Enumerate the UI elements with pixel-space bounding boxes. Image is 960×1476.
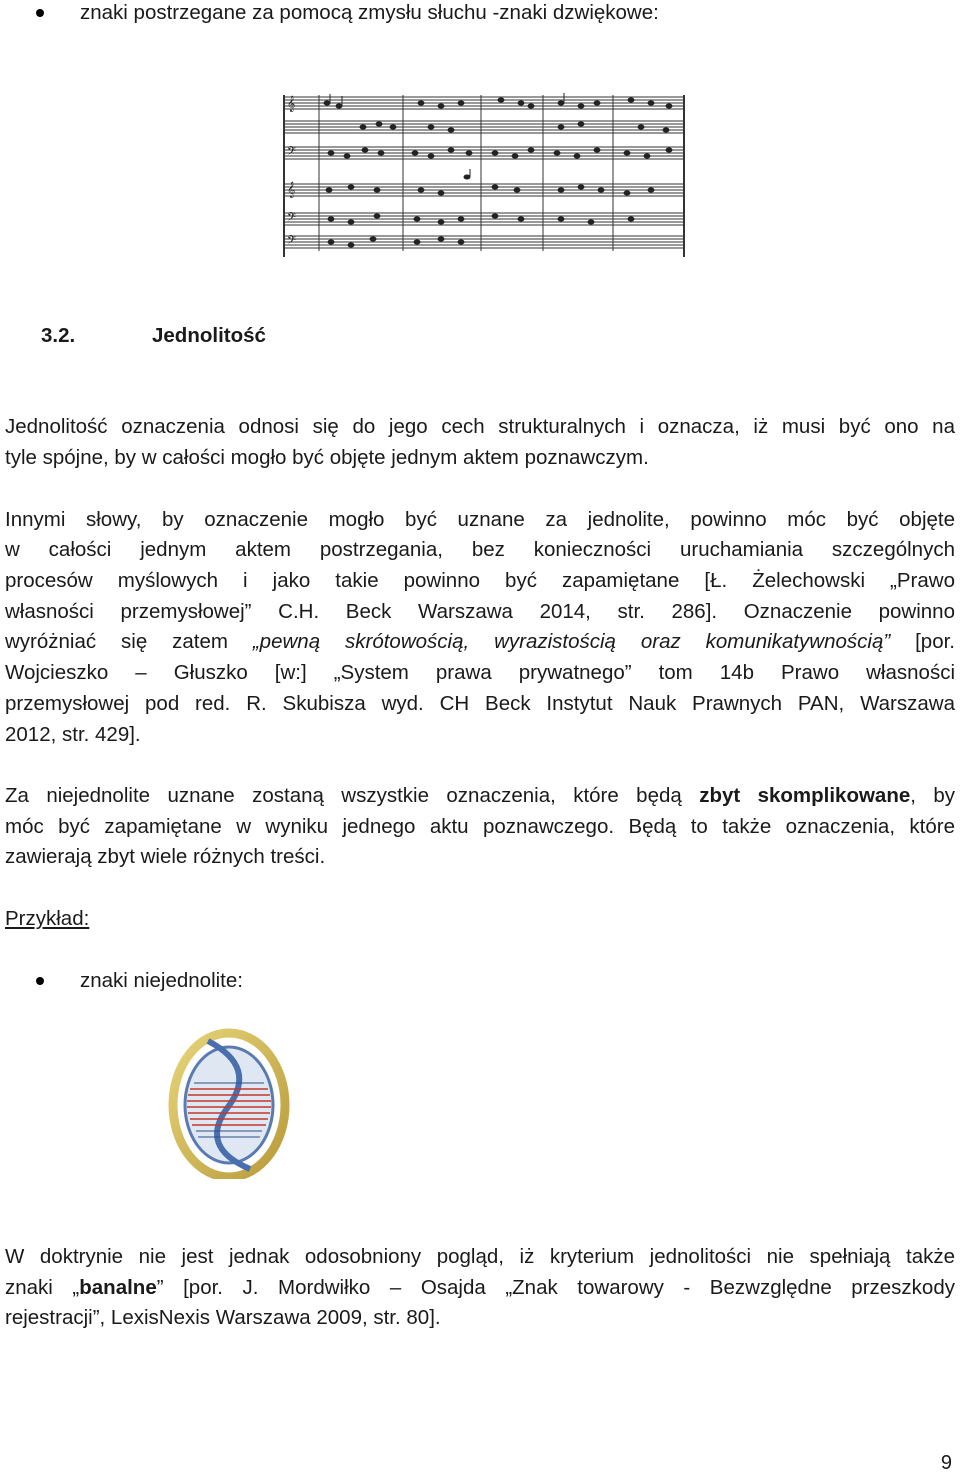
bullet-icon (36, 9, 44, 17)
paragraph-2-line: wyróżniać się zatem „pewną skrótowością, wyrazistością oraz komunikatywnością” [por. (5, 630, 955, 653)
paragraph-2-line: własności przemysłowej” C.H. Beck Warszawa 2014, str. 286]. Oznaczenie powinno (5, 600, 955, 623)
paragraph-3-line: Za niejednolite uznane zostaną wszystkie oznaczenia, które będą zbyt skomplikowane, by (5, 784, 955, 807)
bullet-text: znaki postrzegane za pomocą zmysłu słuchu -znaki dzwiękowe: (80, 1, 659, 24)
music-score-image (281, 91, 688, 259)
example-label: Przykład: (5, 907, 90, 930)
bullet-text: znaki niejednolite: (80, 969, 243, 992)
section-number: 3.2. (41, 324, 76, 347)
svg-text:𝄢: 𝄢 (287, 145, 297, 161)
page-number: 9 (940, 1452, 952, 1474)
svg-text:𝄞: 𝄞 (287, 96, 296, 112)
paragraph-4-line: W doktrynie nie jest jednak odosobniony pogląd, iż kryterium jednolitości nie spełniają także (5, 1245, 955, 1268)
paragraph-2-line: Wojcieszko – Głuszko [w:] „System prawa prywatnego” tom 14b Prawo własności (5, 661, 955, 684)
paragraph-2-line: 2012, str. 429]. (5, 723, 141, 746)
bold-phrase: zbyt skomplikowane (699, 784, 911, 807)
paragraph-1-line: Jednolitość oznaczenia odnosi się do jego cech strukturalnych i oznacza, iż musi być ono na (5, 415, 955, 438)
paragraph-3-line: zawierają zbyt wiele różnych treści. (5, 845, 326, 868)
paragraph-4-line: rejestracji”, LexisNexis Warszawa 2009, str. 80]. (5, 1306, 441, 1329)
paragraph-3-line: móc być zapamiętane w wyniku jednego aktu poznawczego. Będą to także oznaczenia, które (5, 815, 955, 838)
quote-italic: „pewną skrótowością, wyrazistością oraz komunikatywnością” (252, 630, 891, 653)
svg-text:𝄢: 𝄢 (287, 211, 297, 227)
paragraph-2-line: procesów myślowych i jako takie powinno być zapamiętane [Ł. Żelechowski „Prawo (5, 569, 955, 592)
bold-word: banalne (79, 1276, 157, 1299)
paragraph-2-line: Innymi słowy, by oznaczenie mogło być uznane za jednolite, powinno móc być objęte (5, 508, 955, 531)
svg-text:𝄢: 𝄢 (287, 234, 297, 250)
paragraph-2-line: przemysłowej pod red. R. Skubisza wyd. CH Beck Instytut Nauk Prawnych PAN, Warszawa (5, 692, 955, 715)
bullet-icon (36, 977, 44, 985)
paragraph-2-line: w całości jednym aktem postrzegania, bez konieczności uruchamiania szczególnych (5, 538, 955, 561)
paragraph-4-line: znaki „banalne” [por. J. Mordwiłko – Osajda „Znak towarowy - Bezwzględne przeszkody (5, 1276, 955, 1299)
nonuniform-logo-image (168, 1027, 290, 1179)
section-title: Jednolitość (152, 324, 266, 347)
svg-text:𝄞: 𝄞 (287, 182, 296, 198)
paragraph-1-line: tyle spójne, by w całości mogło być objęte jednym aktem poznawczym. (5, 446, 649, 469)
